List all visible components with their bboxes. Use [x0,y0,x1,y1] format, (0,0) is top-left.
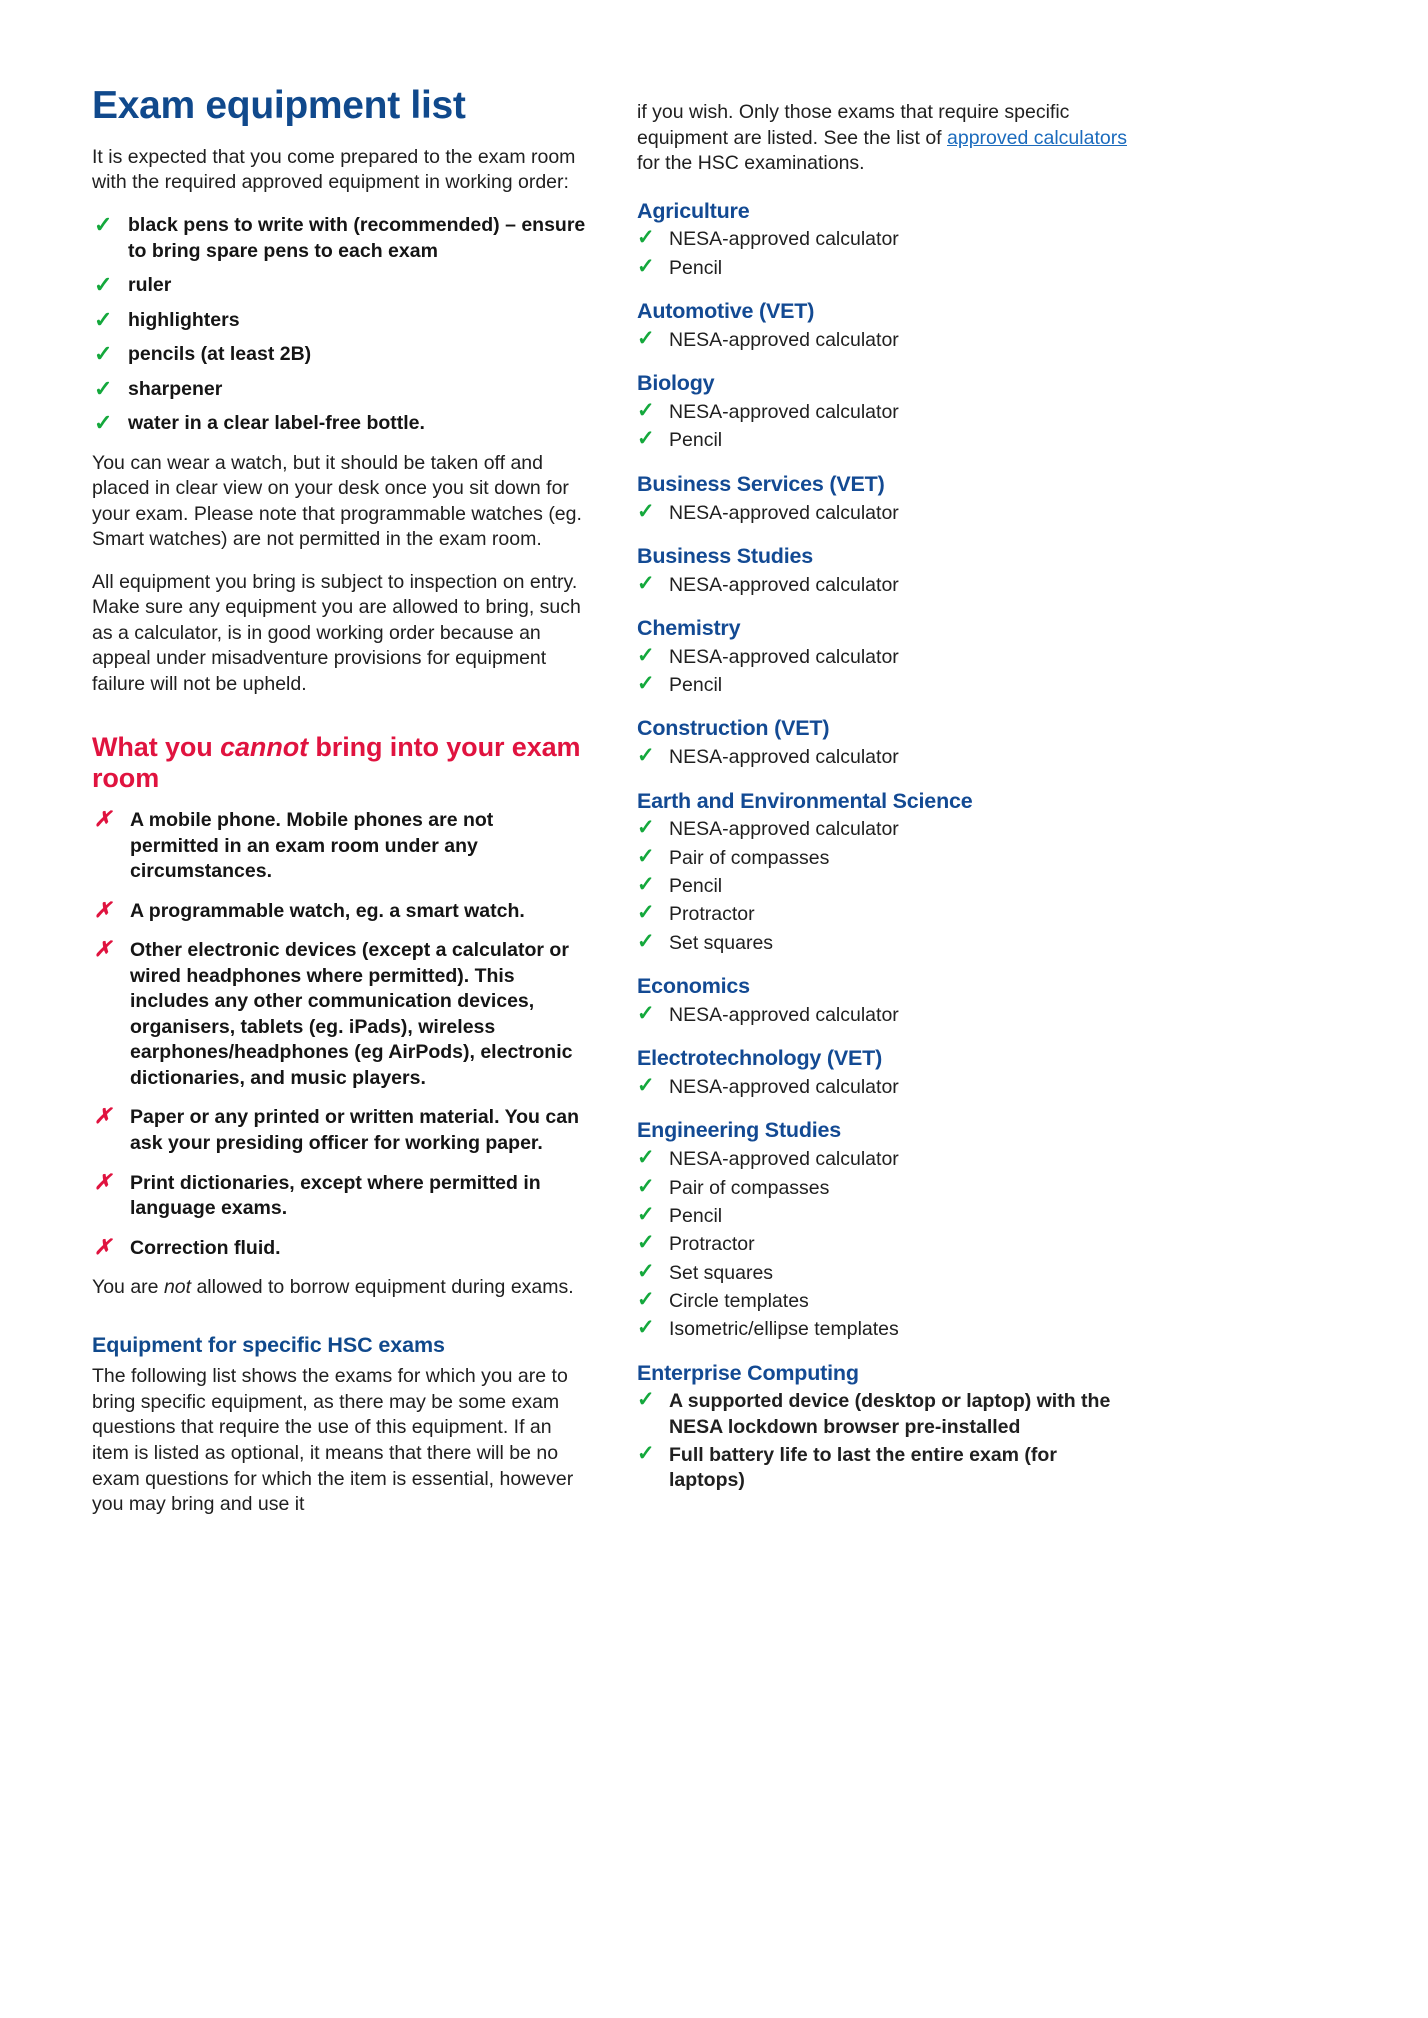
list-item-label: Full battery life to last the entire exam (for laptops) [669,1444,1057,1492]
list-item-label: highlighters [128,308,240,331]
check-icon: ✓ [637,1442,655,1466]
check-icon: ✓ [637,326,655,350]
subject-equipment-item [637,428,1134,453]
subject-equipment-item [637,1389,1134,1440]
check-icon: ✓ [94,272,113,298]
list-item-label: Set squares [669,1261,774,1284]
cannot-heading-part2: bring into your exam room [92,731,581,793]
check-icon: ✓ [637,844,655,868]
subject-heading: Engineering Studies [637,1118,842,1143]
subject-equipment-item [637,673,1134,698]
list-item-label: sharpener [128,377,223,400]
list-item-label: NESA-approved calculator [669,328,899,351]
continued-text-part1: if you wish. Only those exams that require specific equipment are listed. See the list of [637,101,1070,149]
intro-paragraph: It is expected that you come prepared to the exam room with the required approved equipment in working order: [92,145,576,194]
subject-equipment-items [637,501,1134,526]
watch-paragraph: You can wear a watch, but it should be taken off and placed in clear view on your desk once you sit down for your exam. Please note that programmable watches (eg. Smart watches) are not permitted in the exam room. [92,451,582,551]
cannot-heading-emphasis: cannot [220,731,308,762]
cannot-list-item [92,899,587,925]
borrow-part1: You are [92,1276,164,1299]
subject-equipment-items [637,227,1134,281]
subject-equipment-item [637,1232,1134,1257]
subject-equipment-items [637,1147,1134,1342]
cannot-items-list [92,808,587,1261]
bring-items-list [92,213,587,437]
check-icon: ✓ [637,1001,655,1025]
subject-heading: Agriculture [637,198,750,223]
check-icon: ✓ [637,226,655,250]
check-icon: ✓ [637,1146,655,1170]
list-item-label: NESA-approved calculator [669,818,899,841]
list-item-label: Protractor [669,1233,755,1256]
list-item-label: NESA-approved calculator [669,401,899,424]
check-icon: ✓ [637,254,655,278]
subject-equipment-item [637,1003,1134,1028]
subject-equipment-item [637,1147,1134,1172]
bring-list-item [92,308,587,334]
cannot-list-item [92,1171,587,1222]
bring-list-item [92,377,587,403]
check-icon: ✓ [94,212,113,237]
check-icon: ✓ [637,816,655,840]
cannot-heading-part1: What you [92,731,221,762]
subject-equipment-items [637,1389,1134,1493]
check-icon: ✓ [637,1174,655,1198]
check-icon: ✓ [637,1316,655,1340]
subject-equipment-items [637,745,1134,770]
check-icon: ✓ [637,744,655,768]
check-icon: ✓ [637,571,655,595]
list-item-label: Pencil [669,256,723,279]
list-item-label: Other electronic devices (except a calculator or wired headphones where permitted). This includes any other communication devices, organisers, tablets (eg. iPads), wireless earphones/headphones (eg AirPods), electronic dictionaries, and music players. [130,939,573,1089]
subject-heading: Business Studies [637,543,814,568]
list-item-label: Pair of compasses [669,1176,830,1199]
bring-list-item [92,273,587,299]
subject-equipment-items [637,328,1134,353]
list-item-label: Circle templates [669,1289,809,1312]
list-item-label: NESA-approved calculator [669,501,899,524]
check-icon: ✓ [637,1202,655,1226]
list-item-label: Pencil [669,1204,723,1227]
subject-equipment-item [637,931,1134,956]
subject-equipment-item [637,902,1134,927]
subject-equipment-item [637,400,1134,425]
list-item-label: black pens to write with (recommended) – ensure to bring spare pens to each exam [128,214,586,262]
subject-heading: Chemistry [637,615,741,640]
subject-equipment-list [637,199,1134,1494]
list-item-label: Set squares [669,931,774,954]
check-icon: ✓ [637,1259,655,1283]
list-item-label: NESA-approved calculator [669,228,899,251]
check-icon: ✓ [94,410,113,436]
subject-equipment-item [637,1317,1134,1342]
borrow-part2: allowed to borrow equipment during exams. [191,1276,574,1299]
check-icon: ✓ [94,375,113,401]
check-icon: ✓ [637,1231,655,1255]
subject-equipment-item [637,328,1134,353]
cannot-bring-heading [92,732,587,795]
list-item-label: A supported device (desktop or laptop) with the NESA lockdown browser pre-installed [669,1390,1111,1438]
list-item-label: Print dictionaries, except where permitted in language exams. [130,1171,541,1220]
subject-equipment-item [637,1204,1134,1229]
list-item-label: ruler [128,274,172,297]
subject-heading: Construction (VET) [637,716,830,741]
subject-heading: Automotive (VET) [637,299,815,324]
check-icon: ✓ [637,1287,655,1311]
list-item-label: NESA-approved calculator [669,746,899,769]
subject-heading: Enterprise Computing [637,1360,859,1385]
list-item-label: pencils (at least 2B) [128,343,312,366]
inspection-paragraph: All equipment you bring is subject to inspection on entry. Make sure any equipment you are allowed to bring, such as a calculator, is in good working order because an appeal under misadventure provisions for equipment failure will not be upheld. [92,570,581,695]
subject-equipment-item [637,745,1134,770]
cross-icon: ✗ [94,898,112,922]
bring-list-item [92,342,587,368]
subject-equipment-item [637,1443,1134,1494]
cannot-list-item [92,808,587,885]
list-item-label: NESA-approved calculator [669,1076,899,1099]
check-icon: ✓ [637,499,655,523]
check-icon: ✓ [637,873,655,897]
list-item-label: NESA-approved calculator [669,1003,899,1026]
borrow-paragraph [92,1275,587,1301]
list-item-label: NESA-approved calculator [669,573,899,596]
subject-equipment-items [637,817,1134,956]
list-item-label: A programmable watch, eg. a smart watch. [130,899,525,922]
subject-equipment-item [637,1075,1134,1100]
check-icon: ✓ [637,427,655,451]
specific-exams-heading: Equipment for specific HSC exams [92,1332,445,1357]
subject-equipment-item [637,256,1134,281]
subject-equipment-item [637,501,1134,526]
subject-equipment-item [637,645,1134,670]
continued-text-part2: for the HSC examinations. [637,152,865,175]
cross-icon: ✗ [94,808,112,832]
check-icon: ✓ [637,929,655,953]
list-item-label: NESA-approved calculator [669,1148,899,1171]
list-item-label: NESA-approved calculator [669,645,899,668]
list-item-label: water in a clear label-free bottle. [128,412,425,435]
subject-equipment-items [637,573,1134,598]
subject-equipment-item [637,1261,1134,1286]
left-column [92,86,587,1518]
bring-list-item [92,411,587,437]
cross-icon: ✗ [94,1105,112,1129]
subject-equipment-item [637,1176,1134,1201]
subject-equipment-item [637,846,1134,871]
list-item-label: Pair of compasses [669,846,830,869]
subject-heading: Business Services (VET) [637,471,885,496]
subject-equipment-item [637,573,1134,598]
cannot-list-item [92,1105,587,1156]
cannot-list-item [92,1236,587,1262]
cannot-list-item [92,938,587,1091]
page-title: Exam equipment list [92,84,466,127]
cross-icon: ✗ [94,1235,112,1259]
subject-equipment-item [637,817,1134,842]
check-icon: ✓ [94,341,113,367]
list-item-label: Isometric/ellipse templates [669,1318,899,1341]
subject-heading: Electrotechnology (VET) [637,1046,883,1071]
subject-equipment-items [637,1075,1134,1100]
borrow-emphasis: not [163,1276,192,1299]
subject-equipment-item [637,1289,1134,1314]
list-item-label: Pencil [669,674,723,697]
list-item-label: Correction fluid. [130,1236,281,1259]
list-item-label: Paper or any printed or written material. You can ask your presiding officer for working paper. [130,1106,579,1154]
subject-heading: Earth and Environmental Science [637,788,973,813]
specific-exams-paragraph: The following list shows the exams for which you are to bring specific equipment, as there may be some exam questions that require the use of this equipment. If an item is listed as optional, it means that there will be no exam questions for which the item is essential, however you may bring and use it [92,1365,574,1516]
check-icon: ✓ [637,672,655,696]
list-item-label: A mobile phone. Mobile phones are not permitted in an exam room under any circumstances. [130,809,494,883]
subject-equipment-item [637,874,1134,899]
list-item-label: Protractor [669,903,755,926]
bring-list-item [92,213,587,264]
check-icon: ✓ [637,901,655,925]
check-icon: ✓ [637,643,655,667]
two-column-layout [92,86,1338,1518]
list-item-label: Pencil [669,875,723,898]
subject-equipment-items [637,1003,1134,1028]
check-icon: ✓ [637,1388,655,1412]
check-icon: ✓ [637,399,655,423]
specific-exams-paragraph-continued [637,100,1134,177]
approved-calculators-link[interactable]: approved calculators [947,126,1127,149]
subject-heading: Economics [637,974,750,999]
subject-equipment-items [637,400,1134,454]
subject-heading: Biology [637,371,715,396]
subject-equipment-item [637,227,1134,252]
check-icon: ✓ [94,306,113,332]
cross-icon: ✗ [94,938,112,962]
right-column [637,86,1134,1497]
subject-equipment-items [637,645,1134,699]
cross-icon: ✗ [94,1170,112,1194]
list-item-label: Pencil [669,429,723,452]
check-icon: ✓ [637,1074,655,1098]
